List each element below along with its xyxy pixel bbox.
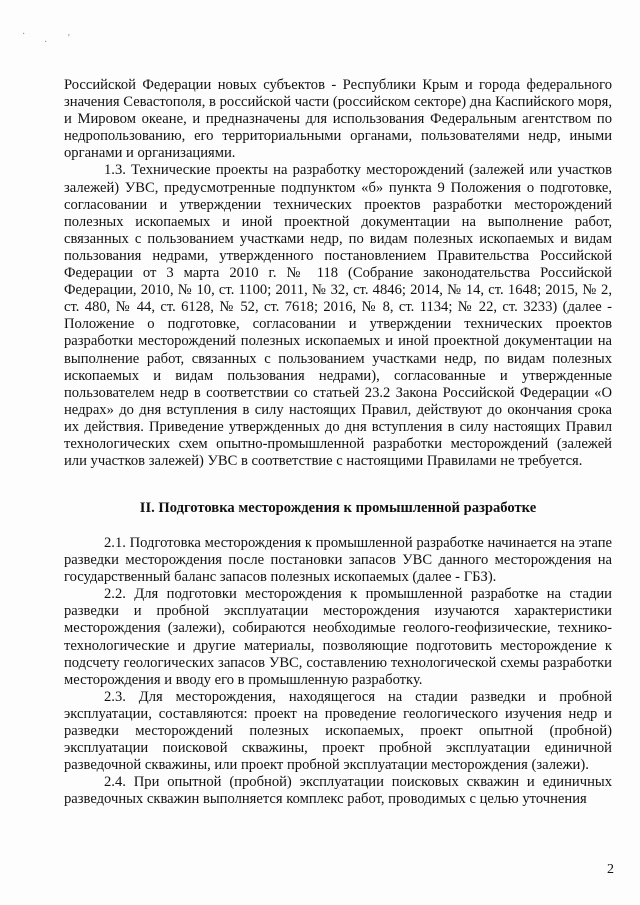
scan-speck: ·	[22, 29, 26, 40]
lower-text-block	[64, 535, 612, 809]
paragraph-2-3: 2.3. Для месторождения, находящегося на стадии разведки и пробной эксплуатации, составляются: проект на проведение геологического изучения недр и разведки месторождений полезных ископаемых, проект опытной (пробной) эксплуатации поисковой скважины, проект пробной эксплуатации единичной разведочной скважины, или проект пробной эксплуатации месторождения (залежи).	[64, 688, 612, 774]
scan-speck: '	[68, 33, 70, 44]
paragraph-1-3: 1.3. Технические проекты на разработку месторождений (залежей или участков залежей) УВС, предусмотренные подпунктом «б» пункта 9 Положения о подготовке, согласовании и утверждении технических проектов разработки месторождений полезных ископаемых и иной проектной документации на выполнение работ, связанных с пользованием участками недр, по видам полезных ископаемых и видам пользования недрами, утвержденного постановлением Правительства Российской Федерации от 3 марта 2010 г. № 118 (Собрание законодательства Российской Федерации, 2010, № 10, ст. 1100; 2011, № 32, ст. 4846; 2014, № 14, ст. 1648; 2015, № 2, ст. 480, № 44, ст. 6128, № 52, ст. 7618; 2016, № 8, ст. 1134; № 22, ст. 3233) (далее - Положение о подготовке, согласовании и утверждении технических проектов разработки месторождений полезных ископаемых и иной проектной документации на выполнение работ, связанных с пользованием участками недр, по видам полезных ископаемых и видам пользования недрами), согласованные и утвержденные пользователем недр в соответствии со статьей 23.2 Закона Российской Федерации «О недрах» до дня вступления в силу настоящих Правил, действуют до окончания срока их действия. Приведение утвержденных до дня вступления в силу настоящих Правил технологических схем опытно-промышленной разработки месторождений (залежей или участков залежей) УВС в соответствие с настоящими Правилами не требуется.	[64, 162, 612, 470]
paragraph-continuation: Российской Федерации новых субъектов - Республики Крым и города федерального значения Севастополя, в российской части (российском секторе) дна Каспийского моря, и Мировом океане, и предназначены для использования Федеральным агентством по недропользованию, его территориальными органами, пользователями недр, иными органами и организациями.	[64, 77, 612, 162]
section-heading: II. Подготовка месторождения к промышленной разработке	[139, 500, 537, 516]
paragraph-2-4: 2.4. При опытной (пробной) эксплуатации поисковых скважин и единичных разведочных скважин выполняется комплекс работ, проводимых с целью уточнения	[64, 774, 612, 808]
paragraph-2-1: 2.1. Подготовка месторождения к промышленной разработке начинается на этапе разведки месторождения после постановки запасов УВС данного месторождения на государственный баланс запасов полезных ископаемых (далее - ГБЗ).	[64, 535, 612, 586]
scan-speck: ·	[44, 37, 48, 48]
paragraph-2-2: 2.2. Для подготовки месторождения к промышленной разработке на стадии разведки и пробной эксплуатации месторождения изучаются характеристики месторождения (залежи), собираются необходимые геолого-геофизические, технико-технологические и другие материалы, позволяющие подготовить месторождение к подсчету геологических запасов УВС, составлению технологической схемы разработки месторождения и вводу его в промышленную разработку.	[64, 586, 612, 688]
upper-text-block	[64, 77, 612, 470]
page-number: 2	[607, 862, 614, 877]
